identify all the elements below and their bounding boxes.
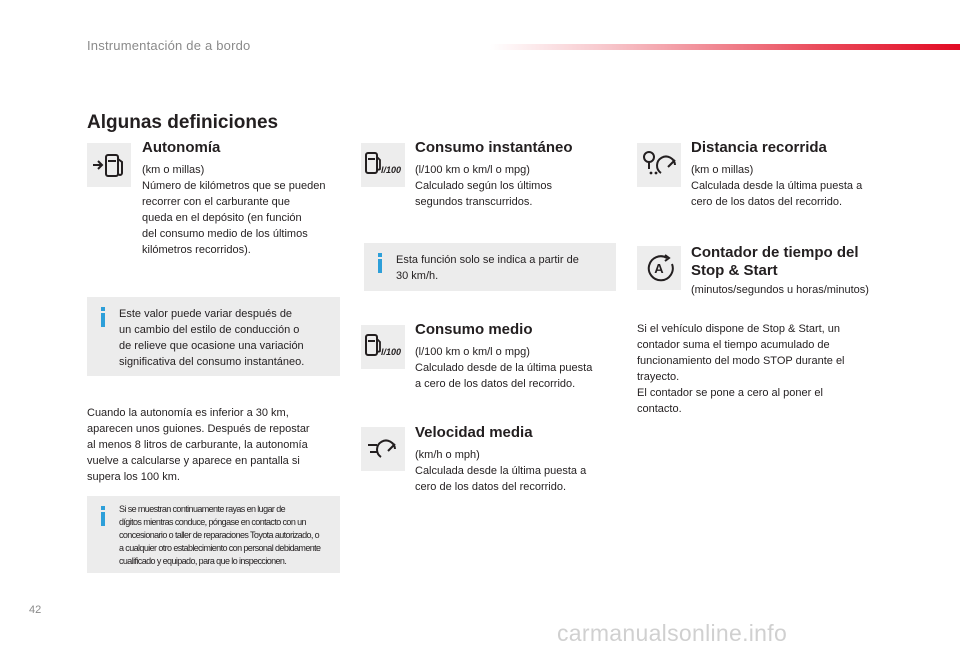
info-note-text: Si se muestran continuamente rayas en lugar de dígitos mientras conduce, póngase en contacto con un concesionario o taller de reparaciones Toyota autorizado, o a cualquier otro establecimiento con personal debidamente cualificado y equipado, para que lo inspeccionen. xyxy=(119,504,321,566)
page-number: 42 xyxy=(29,604,42,616)
svg-text:l/100: l/100 xyxy=(381,165,402,175)
average-speed-text: (km/h o mph) Calculada desde la última puesta a cero de los datos del recorrido. xyxy=(415,449,587,493)
page-title: Algunas definiciones xyxy=(87,112,279,133)
header-accent-bar xyxy=(490,44,960,50)
autonomy-title: Autonomía xyxy=(142,139,221,156)
info-icon xyxy=(101,307,105,327)
average-consumption-text: (l/100 km o km/l o mpg) Calculado desde de la última puesta a cero de los datos del recorrido. xyxy=(415,346,593,390)
stop-start-text: (minutos/segundos u horas/minutos) xyxy=(691,284,869,296)
instant-consumption-icon xyxy=(361,143,405,187)
distance-icon xyxy=(637,143,681,187)
watermark: carmanualsonline.info xyxy=(557,620,788,646)
instant-consumption-title: Consumo instantáneo xyxy=(415,139,573,156)
info-note-text: Este valor puede variar después de un cambio del estilo de conducción o de relieve que ocasione una variación significativa del consumo instantáneo. xyxy=(119,308,305,368)
average-speed-icon xyxy=(361,427,405,471)
instant-consumption-text: (l/100 km o km/l o mpg) Calculado según los últimos segundos transcurridos. xyxy=(415,164,552,208)
average-speed-title: Velocidad media xyxy=(415,424,533,441)
svg-text:l/100: l/100 xyxy=(381,347,402,357)
autonomy-paragraph: Cuando la autonomía es inferior a 30 km, aparecen unos guiones. Después de repostar al menos 8 litros de carburante, la autonomía vuelve a calcularse y aparece en pantalla si supera los 100 km. xyxy=(87,407,310,483)
fuel-range-icon xyxy=(87,143,131,187)
distance-text: (km o millas) Calculada desde la última puesta a cero de los datos del recorrido. xyxy=(691,164,863,208)
stop-start-description: Si el vehículo dispone de Stop & Start, un contador suma el tiempo acumulado de funcionamiento del modo STOP durante el trayecto. El contador se pone a cero al poner el contacto. xyxy=(637,323,845,415)
info-icon xyxy=(378,253,382,273)
info-icon xyxy=(101,506,105,526)
autonomy-text: (km o millas) Número de kilómetros que se pueden recorrer con el carburante que queda en el depósito (en función del consumo medio de los últimos kilómetros recorridos). xyxy=(142,164,326,256)
average-consumption-icon xyxy=(361,325,405,369)
average-consumption-title: Consumo medio xyxy=(415,321,533,338)
info-note-dashes xyxy=(87,496,340,573)
info-note-speed xyxy=(364,243,616,291)
info-note-text: Esta función solo se indica a partir de 30 km/h. xyxy=(396,254,579,282)
info-note-variation xyxy=(87,297,340,376)
running-header: Instrumentación de a bordo xyxy=(87,38,251,53)
stop-start-icon xyxy=(637,246,681,290)
distance-title: Distancia recorrida xyxy=(691,139,827,156)
stop-start-title: Contador de tiempo del Stop & Start xyxy=(691,244,859,279)
svg-text:A: A xyxy=(654,261,664,276)
